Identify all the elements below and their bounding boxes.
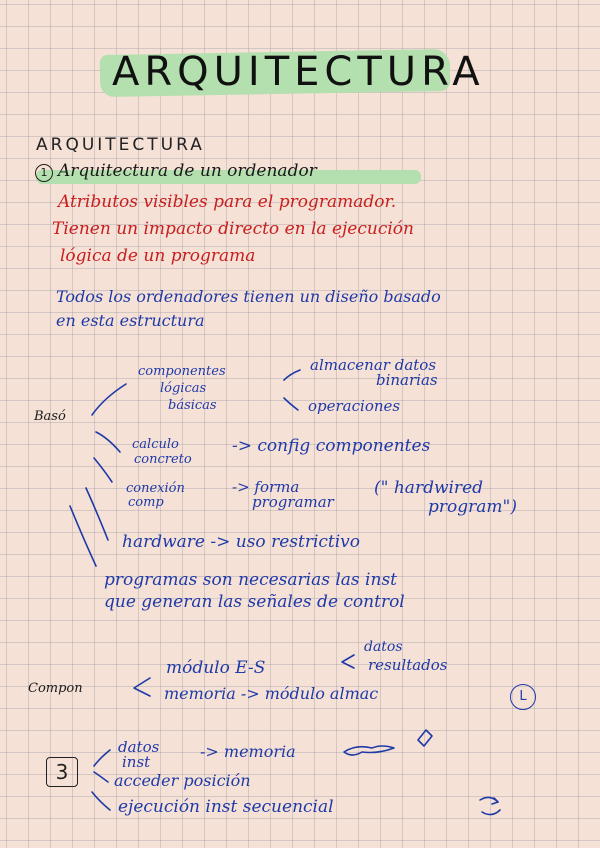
step-number-box: 3 [46,757,78,787]
definition-line: lógica de un programa [60,246,256,266]
bracket-stroke [96,432,120,452]
store-line: almacenar datos [310,356,437,374]
components-label: Compon [28,681,83,696]
module-es-item: resultados [368,656,448,674]
conn-program: programar [252,493,334,511]
topic-number-badge: 1 [35,164,53,182]
conn-line: conexión [126,481,185,496]
hardwired-line: (" hardwired [374,478,484,498]
section-heading: ARQUITECTURA [36,135,205,155]
components-line: lógicas [160,381,207,396]
hardware-text: hardware -> uso restrictivo [122,532,361,552]
hardwired-line: program") [428,497,517,517]
conn-arrow: -> forma [232,478,300,496]
module-es-text: módulo E-S [166,658,266,678]
cycle-doodle [482,810,500,815]
bracket-stroke [284,398,298,410]
page-title: ARQUITECTURA [112,49,485,95]
step-memory-text: -> memoria [200,742,296,761]
step-data-line: inst [122,753,151,771]
store-line: binarias [376,371,438,389]
step-data-line: datos [118,738,160,756]
components-line: básicas [168,398,217,413]
components-line: componentes [138,364,226,379]
operations-text: operaciones [308,397,401,415]
topic-heading: Arquitectura de un ordenador [58,161,317,181]
pencil-doodle [344,746,394,755]
intro-line: Todos los ordenadores tienen un diseño basado [56,287,441,306]
definition-line: Tienen un impacto directo en la ejecución [52,219,414,239]
memory-text: memoria -> módulo almac [164,684,379,703]
pencil-doodle [418,730,432,746]
calc-line: concreto [134,452,192,467]
definition-line: Atributos visibles para el programador. [58,192,397,212]
bracket-stroke [94,458,112,482]
bracket-stroke [342,655,354,668]
intro-line: en esta estructura [56,311,205,330]
programs-line: que generan las señales de control [104,592,405,612]
bracket-stroke [134,678,150,696]
bracket-stroke [94,750,110,766]
bracket-stroke [94,772,108,782]
programs-line: programas son necesarias las inst [104,570,398,590]
bracket-stroke [92,384,126,415]
calc-line: calculo [132,437,179,452]
conn-line: comp [128,495,164,510]
bracket-stroke [92,792,110,810]
calc-result: -> config componentes [232,436,431,456]
step-execution-text: ejecución inst secuencial [118,797,334,817]
basic-label: Basó [34,409,66,424]
module-es-item: datos [364,639,403,655]
step-access-text: acceder posición [114,771,251,790]
bracket-stroke [70,506,96,566]
bracket-stroke [86,488,108,540]
bracket-stroke [284,370,300,380]
l-badge: L [510,684,536,710]
